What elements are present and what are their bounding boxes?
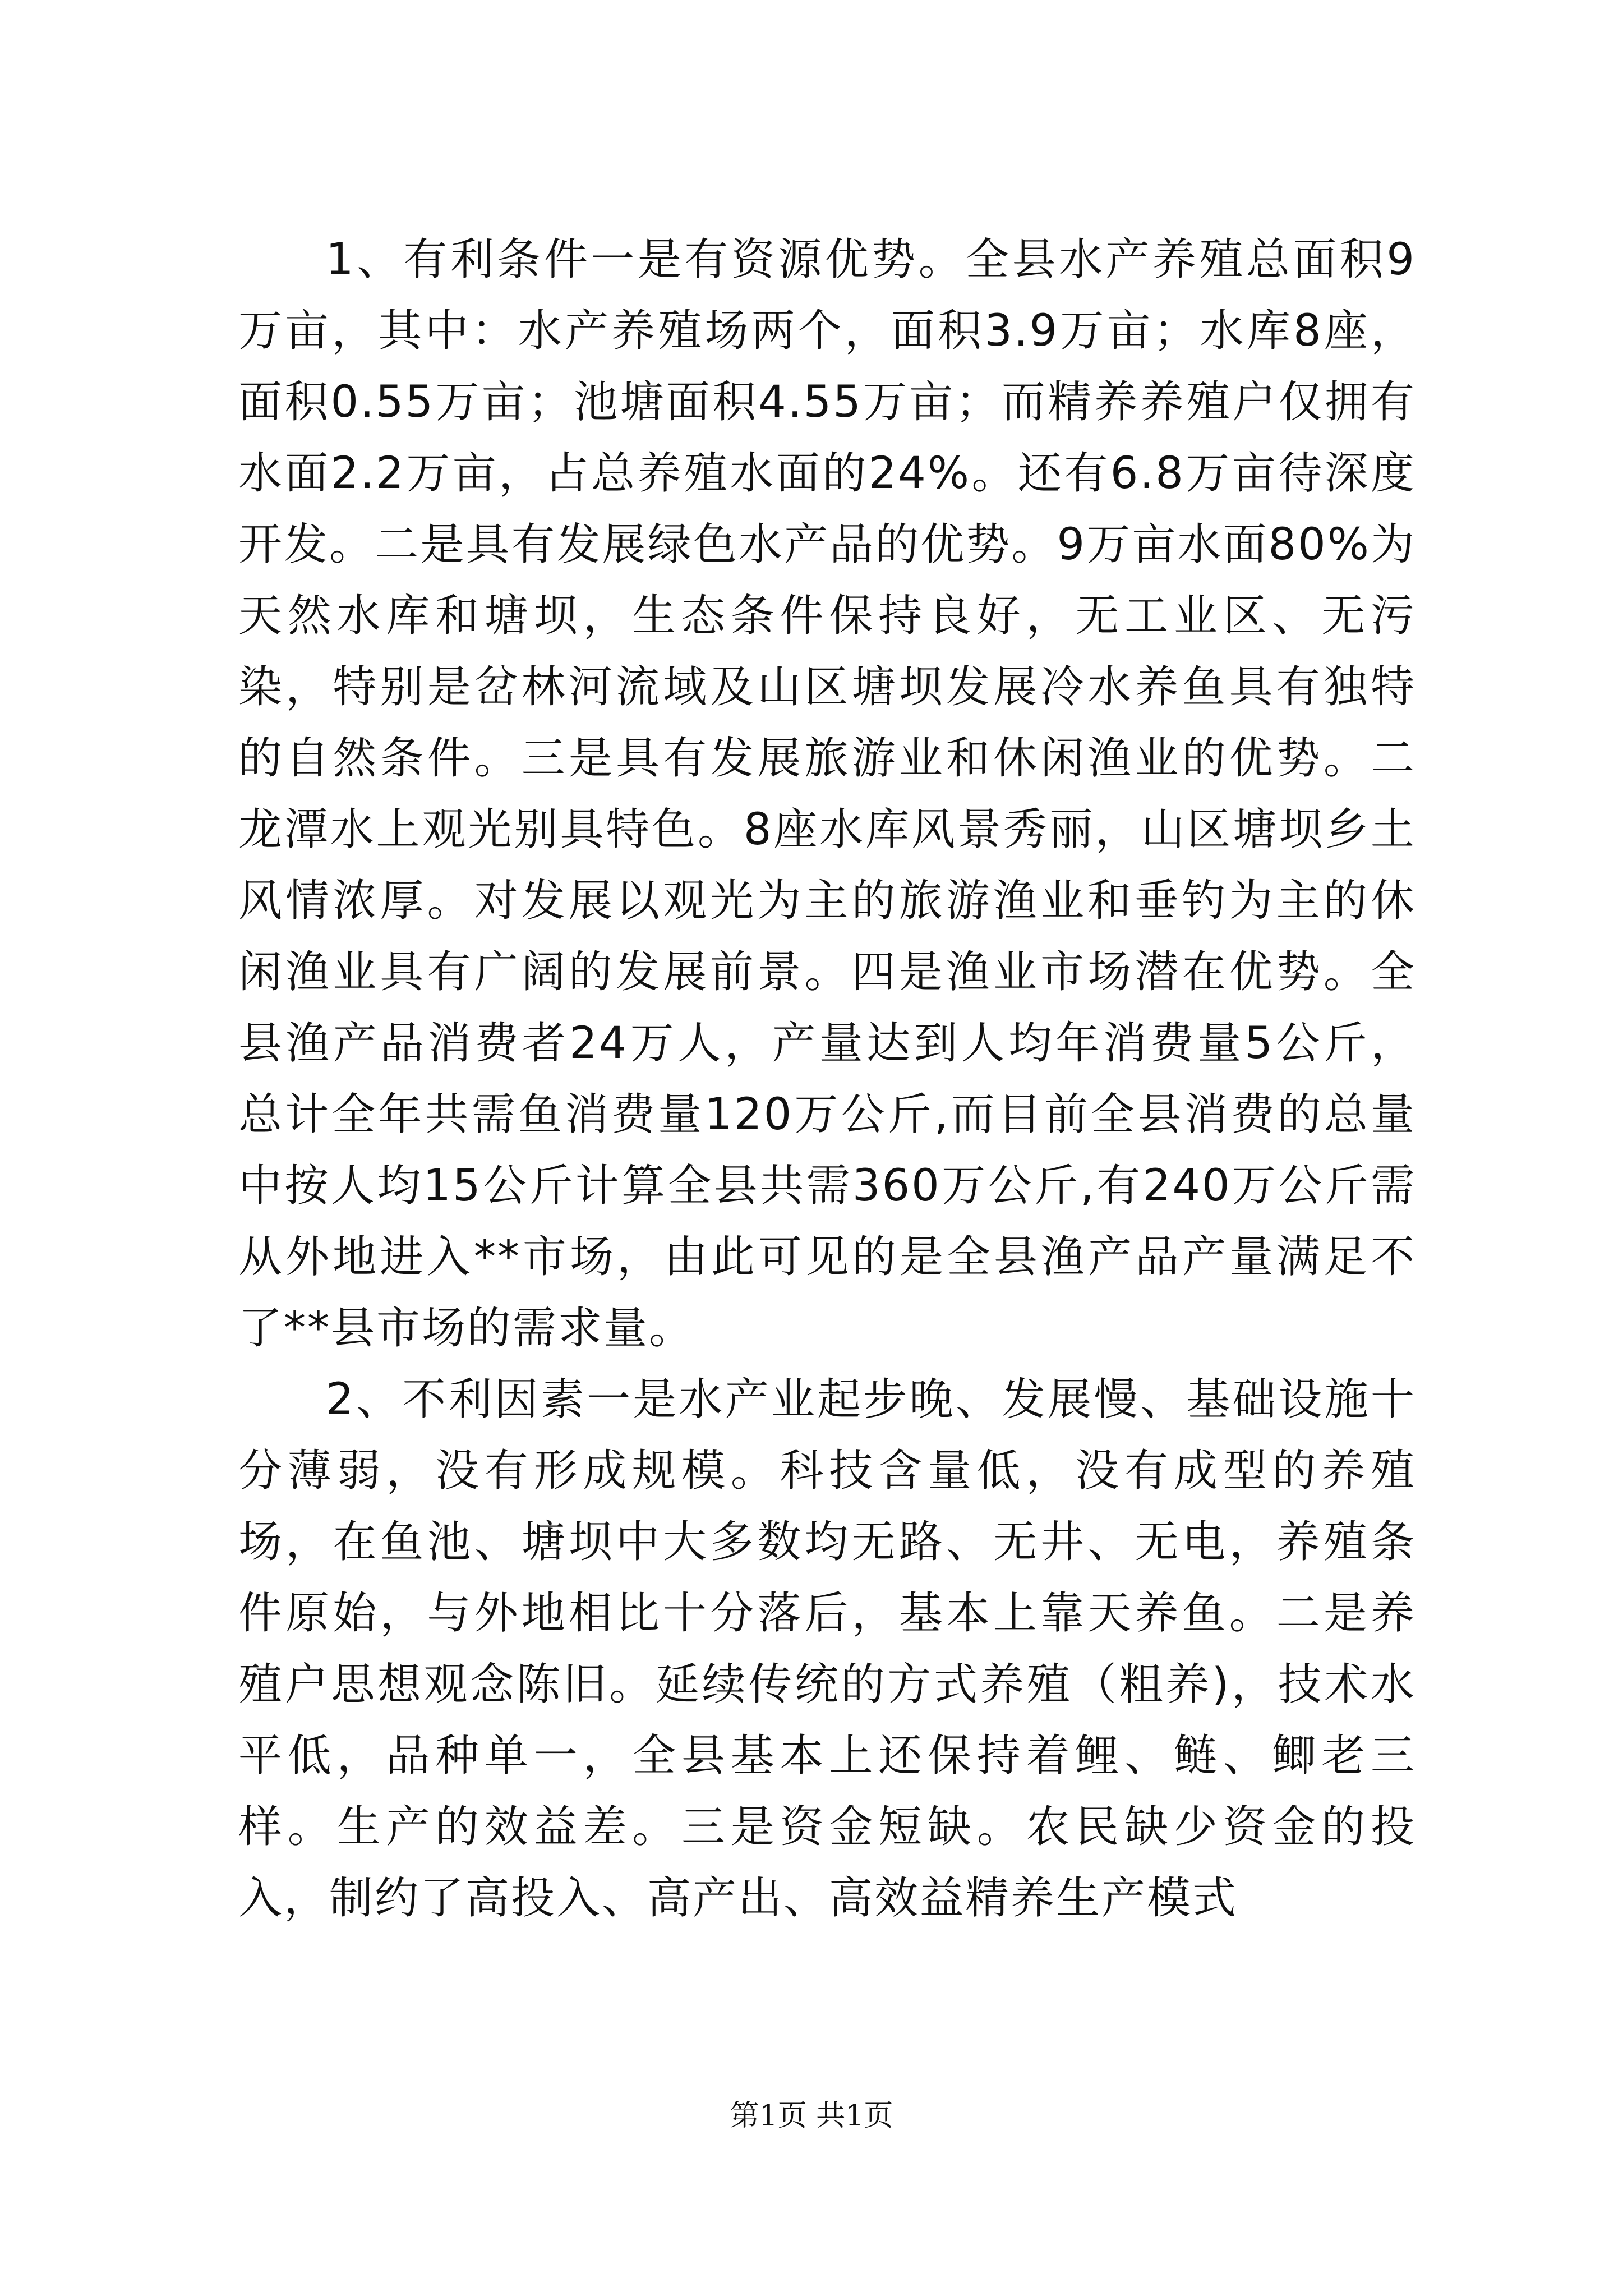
- paragraph-unfavorable-factors: 2、不利因素一是水产业起步晚、发展慢、基础设施十分薄弱，没有形成规模。科技含量低，没有成型的养殖场，在鱼池、塘坝中大多数均无路、无井、无电，养殖条件原始，与外地相比十分落后，基本上靠天养鱼。二是养殖户思想观念陈旧。延续传统的方式养殖（粗养)，技术水平低，品种单一，全县基本上还保持着鲤、鲢、鲫老三样。生产的效益差。三是资金短缺。农民缺少资金的投入，制约了高投入、高产出、高效益精养生产模式: [238, 1374, 1416, 1924]
- paragraph-favorable-conditions: 1、有利条件一是有资源优势。全县水产养殖总面积9万亩，其中：水产养殖场两个，面积3.9万亩；水库8座，面积0.55万亩；池塘面积4.55万亩；而精养养殖户仅拥有水面2.2万亩，占总养殖水面的24%。还有6.8万亩待深度开发。二是具有发展绿色水产品的优势。9万亩水面80%为天然水库和塘坝，生态条件保持良好，无工业区、无污染，特别是岔林河流域及山区塘坝发展冷水养鱼具有独特的自然条件。三是具有发展旅游业和休闲渔业的优势。二龙潭水上观光别具特色。8座水库风景秀丽，山区塘坝乡土风情浓厚。对发展以观光为主的旅游渔业和垂钓为主的休闲渔业具有广阔的发展前景。四是渔业市场潜在优势。全县渔产品消费者24万人，产量达到人均年消费量5公斤，总计全年共需鱼消费量120万公斤,而目前全县消费的总量中按人均15公斤计算全县共需360万公斤,有240万公斤需从外地进入**市场，由此可见的是全县渔产品产量满足不了**县市场的需求量。: [238, 234, 1416, 1354]
- document-body: [238, 224, 1416, 1934]
- page-footer: 第1页 共1页: [730, 2099, 893, 2133]
